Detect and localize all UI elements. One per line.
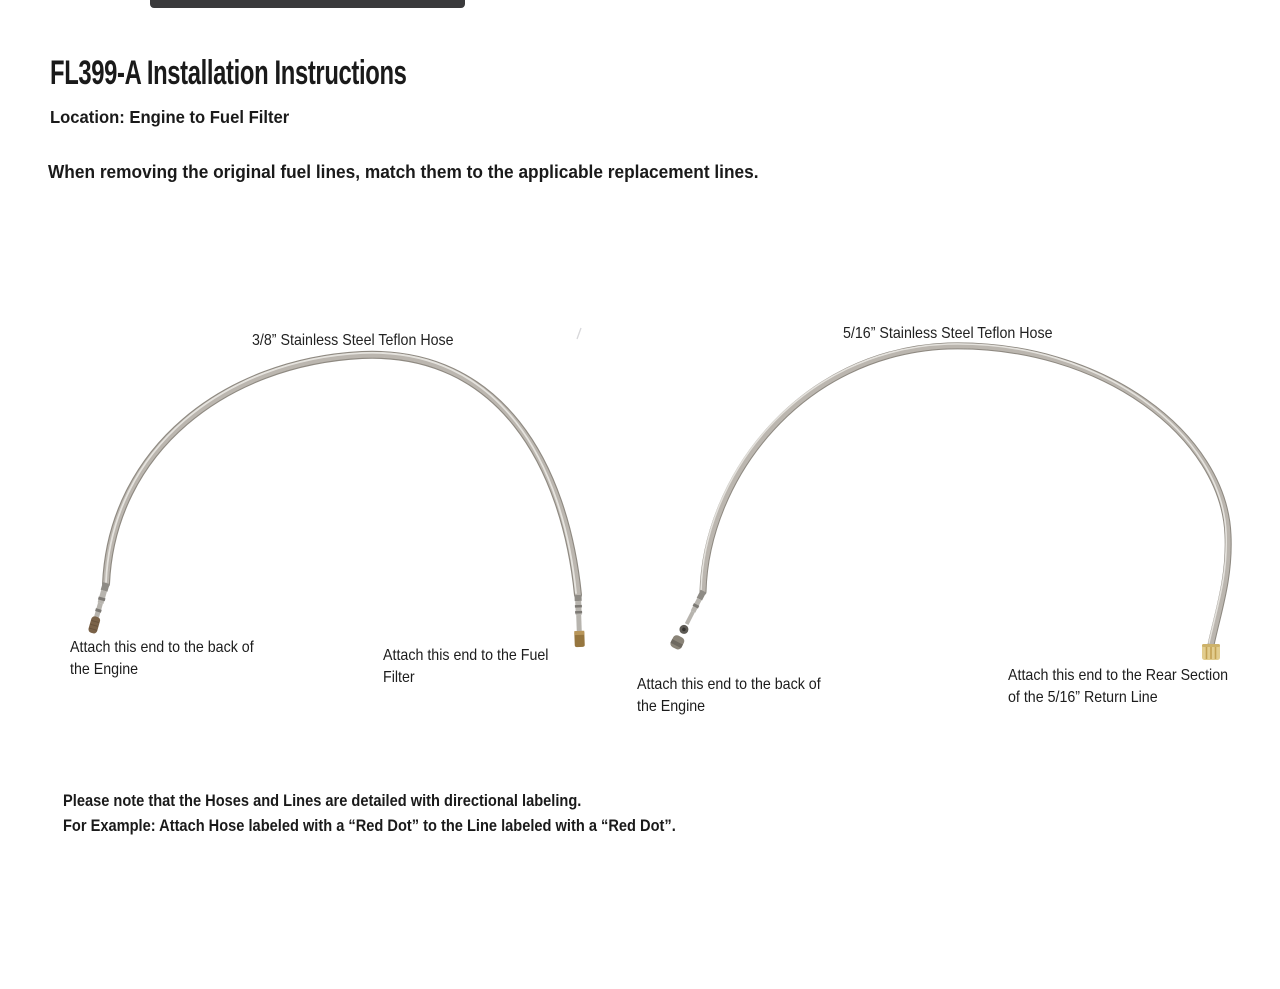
caption-line: Attach this end to the Fuel bbox=[383, 647, 549, 664]
left-hose-label: 3/8” Stainless Steel Teflon Hose bbox=[252, 332, 454, 349]
left-hose-filter-fitting bbox=[573, 595, 585, 647]
caption-line: Attach this end to the back of bbox=[637, 676, 821, 693]
note-line-1: Please note that the Hoses and Lines are detailed with directional labeling. bbox=[63, 791, 582, 810]
caption-line: Filter bbox=[383, 668, 415, 686]
caption-line: Attach this end to the back of bbox=[70, 639, 254, 656]
stray-speck bbox=[577, 328, 581, 339]
right-hose-engine-caption bbox=[637, 674, 821, 717]
caption-line: the Engine bbox=[637, 697, 706, 715]
intro-line: When removing the original fuel lines, match them to the applicable replacement lines. bbox=[48, 162, 759, 182]
right-hose-engine-fitting bbox=[669, 588, 709, 650]
right-hose-label: 5/16” Stainless Steel Teflon Hose bbox=[843, 325, 1053, 342]
caption-line: the Engine bbox=[70, 660, 139, 678]
left-hose-engine-fitting bbox=[88, 582, 111, 634]
note-line-2: For Example: Attach Hose labeled with a “Red Dot” to the Line labeled with a “Red Dot”. bbox=[63, 815, 676, 835]
right-hose-return-fitting bbox=[1202, 644, 1220, 660]
left-hose-braid bbox=[106, 355, 578, 595]
right-hose-return-caption bbox=[1008, 665, 1228, 708]
right-hose-braid bbox=[703, 346, 1228, 645]
caption-line: of the 5/16” Return Line bbox=[1008, 688, 1158, 706]
page-title: FL399-A Installation Instructions bbox=[50, 54, 407, 92]
directional-labeling-note bbox=[63, 789, 676, 838]
left-hose-image bbox=[88, 353, 585, 647]
left-hose-bronze-tip bbox=[88, 615, 101, 634]
location-line: Location: Engine to Fuel Filter bbox=[50, 107, 290, 127]
left-hose-filter-caption bbox=[383, 645, 548, 688]
caption-line: Attach this end to the Rear Section bbox=[1008, 667, 1229, 684]
right-hose-image bbox=[669, 344, 1228, 660]
left-hose-engine-caption bbox=[70, 637, 254, 680]
